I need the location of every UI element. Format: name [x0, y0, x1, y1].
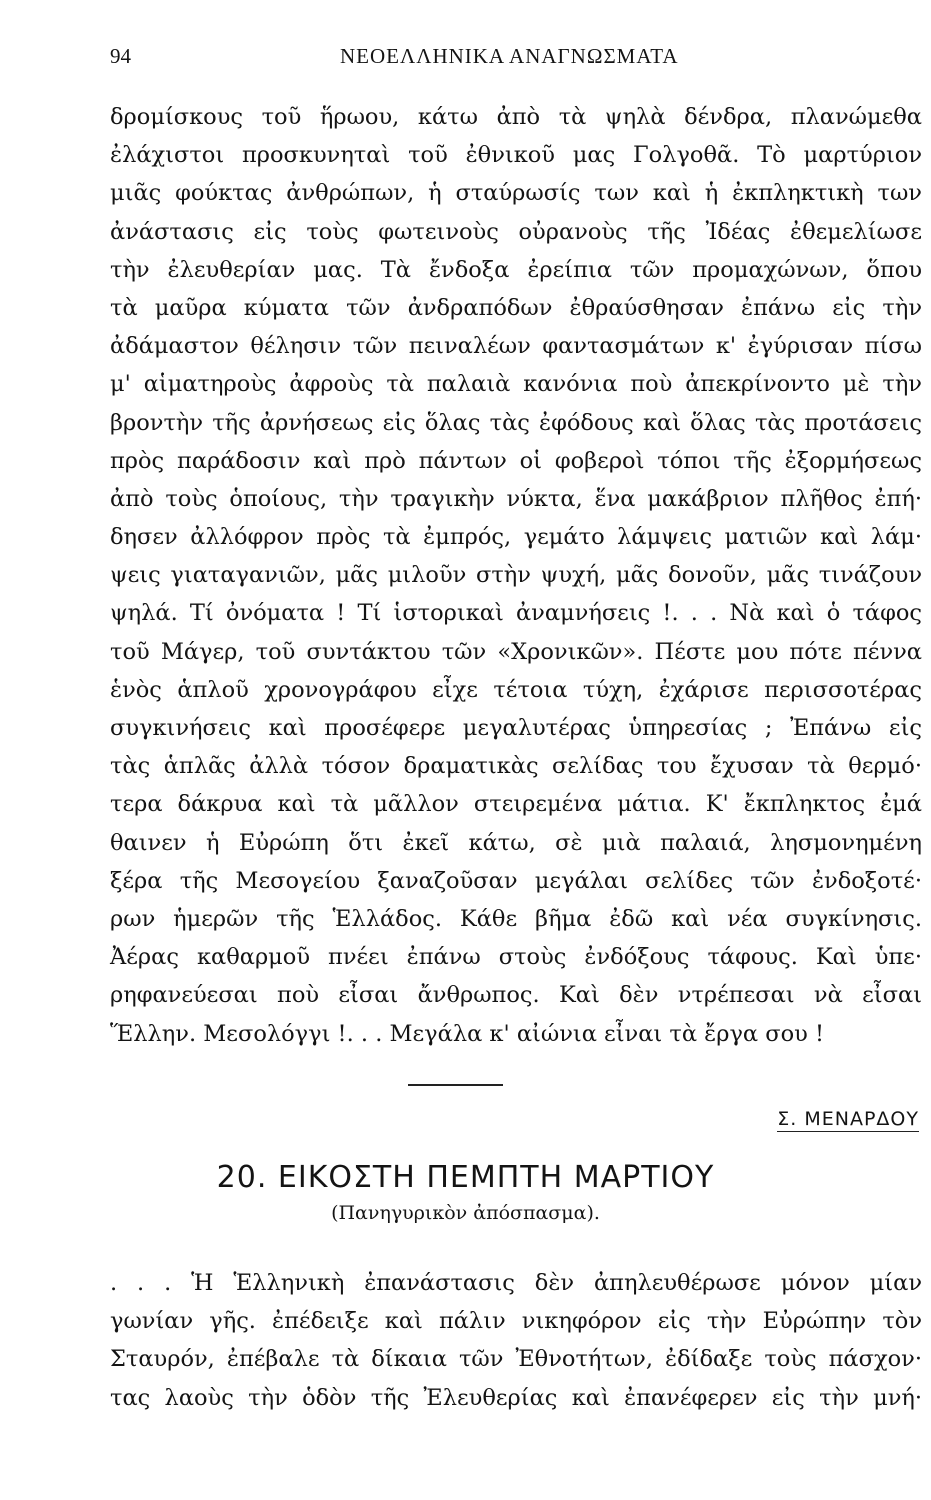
main-text: [110, 98, 922, 1053]
text-line: ἀνάστασις εἰς τοὺς φωτεινοὺς οὐρανοὺς τῆς Ἰδέας ἐθεμελίωσε: [110, 218, 922, 245]
text-line: . . . Ἡ Ἑλληνικὴ ἐπανάστασις δὲν ἀπηλευθέρωσε μόνον μίαν: [110, 1270, 922, 1296]
text-line: συγκινήσεις καὶ προσέφερε μεγαλυτέρας ὑπηρεσίας ; Ἐπάνω εἰς: [110, 715, 922, 741]
text-line: ξέρα τῆς Μεσογείου ξαναζοῦσαν μεγάλαι σελίδες τῶν ἐνδοξοτέ·: [110, 867, 922, 894]
text-line: τας λαοὺς τὴν ὁδὸν τῆς Ἐλευθερίας καὶ ἐπανέφερεν εἰς τὴν μνή·: [110, 1384, 922, 1411]
text-line: ψηλά. Τί ὀνόματα ! Τί ἱστορικαὶ ἀναμνήσεις !. . . Νὰ καὶ ὁ τάφος: [110, 600, 922, 627]
section-title: 20. ΕΙΚΟΣΤΗ ΠΕΜΠΤΗ ΜΑΡΤΙΟΥ: [216, 1160, 715, 1195]
text-line: μ' αἱματηροὺς ἀφροὺς τὰ παλαιὰ κανόνια ποὺ ἀπεκρίνοντο μὲ τὴν: [110, 371, 922, 398]
text-line: τὰ μαῦρα κύματα τῶν ἀνδραπόδων ἐθραύσθησαν ἐπάνω εἰς τὴν: [110, 294, 922, 321]
running-title: ΝΕΟΕΛΛΗΝΙΚΑ ΑΝΑΓΝΩΣΜΑΤΑ: [340, 44, 679, 68]
text-line: Ἕλλην. Μεσολόγγι !. . . Μεγάλα κ' αἰώνια εἶναι τὰ ἔργα σου !: [110, 1020, 825, 1047]
text-line: δησεν ἀλλόφρον πρὸς τὰ ἐμπρός, γεμάτο λάμψεις ματιῶν καὶ λάμ·: [110, 524, 922, 551]
text-line: τοῦ Μάγερ, τοῦ συντάκτου τῶν «Χρονικῶν». Πέστε μου πότε πέννα: [110, 638, 922, 665]
text-line: πρὸς παράδοσιν καὶ πρὸ πάντων οἱ φοβεροὶ τόποι τῆς ἐξορμήσεως: [110, 447, 922, 474]
text-line: τὰς ἁπλᾶς ἀλλὰ τόσον δραματικὰς σελίδας του ἔχυσαν τὰ θερμό·: [110, 753, 922, 780]
text-line: τὴν ἐλευθερίαν μας. Τὰ ἔνδοξα ἐρείπια τῶν προμαχώνων, ὅπου: [110, 256, 922, 283]
text-line: ἀπὸ τοὺς ὁποίους, τὴν τραγικὴν νύκτα, ἕνα μακάβριον πλῆθος ἐπή·: [110, 485, 922, 512]
author-signature: Σ. ΜΕΝΑΡΔΟΥ: [777, 1108, 919, 1130]
text-line: θαινεν ἡ Εὐρώπη ὅτι ἐκεῖ κάτω, σὲ μιὰ παλαιά, λησμονημένη: [110, 829, 922, 856]
page-number: 94: [110, 44, 131, 68]
text-line: ψεις γιαταγανιῶν, μᾶς μιλοῦν στὴν ψυχή, μᾶς δονοῦν, μᾶς τινάζουν: [110, 562, 922, 589]
page-header: [110, 44, 921, 74]
text-line: Σταυρόν, ἐπέβαλε τὰ δίκαια τῶν Ἐθνοτήτων, ἐδίδαξε τοὺς πάσχον·: [110, 1346, 922, 1373]
text-line: μιᾶς φούκτας ἀνθρώπων, ἡ σταύρωσίς των καὶ ἡ ἐκπληκτικὴ των: [110, 180, 922, 207]
text-line: γωνίαν γῆς. ἐπέδειξε καὶ πάλιν νικηφόρον εἰς τὴν Εὐρώπην τὸν: [110, 1308, 922, 1335]
text-line: ρων ἡμερῶν τῆς Ἑλλάδος. Κάθε βῆμα ἐδῶ καὶ νέα συγκίνησις.: [110, 905, 922, 932]
text-line: ἑνὸς ἁπλοῦ χρονογράφου εἶχε τέτοια τύχη, ἐχάρισε περισσοτέρας: [110, 676, 922, 703]
text-line: ἐλάχιστοι προσκυνηταὶ τοῦ ἐθνικοῦ μας Γολγοθᾶ. Τὸ μαρτύριον: [110, 142, 922, 169]
section-text: [110, 1264, 922, 1417]
text-line: Ἀέρας καθαρμοῦ πνέει ἐπάνω στοὺς ἐνδόξους τάφους. Καὶ ὑπε·: [110, 944, 922, 971]
text-line: βροντὴν τῆς ἀρνήσεως εἰς ὅλας τὰς ἐφόδους καὶ ὅλας τὰς προτάσεις: [110, 409, 922, 436]
separator-rule: [408, 1084, 503, 1086]
text-line: ἀδάμαστον θέλησιν τῶν πειναλέων φαντασμάτων κ' ἐγύρισαν πίσω: [110, 333, 922, 360]
section-subtitle: (Πανηγυρικὸν ἀπόσπασμα).: [331, 1202, 600, 1224]
text-line: τερα δάκρυα καὶ τὰ μᾶλλον στειρεμένα μάτια. Κ' ἔκπληκτος ἐμά: [110, 791, 922, 818]
text-line: δρομίσκους τοῦ ἥρωου, κάτω ἀπὸ τὰ ψηλὰ δένδρα, πλανώμεθα: [110, 104, 922, 130]
text-line: ρηφανεύεσαι ποὺ εἶσαι ἄνθρωπος. Καὶ δὲν ντρέπεσαι νὰ εἶσαι: [110, 982, 922, 1009]
